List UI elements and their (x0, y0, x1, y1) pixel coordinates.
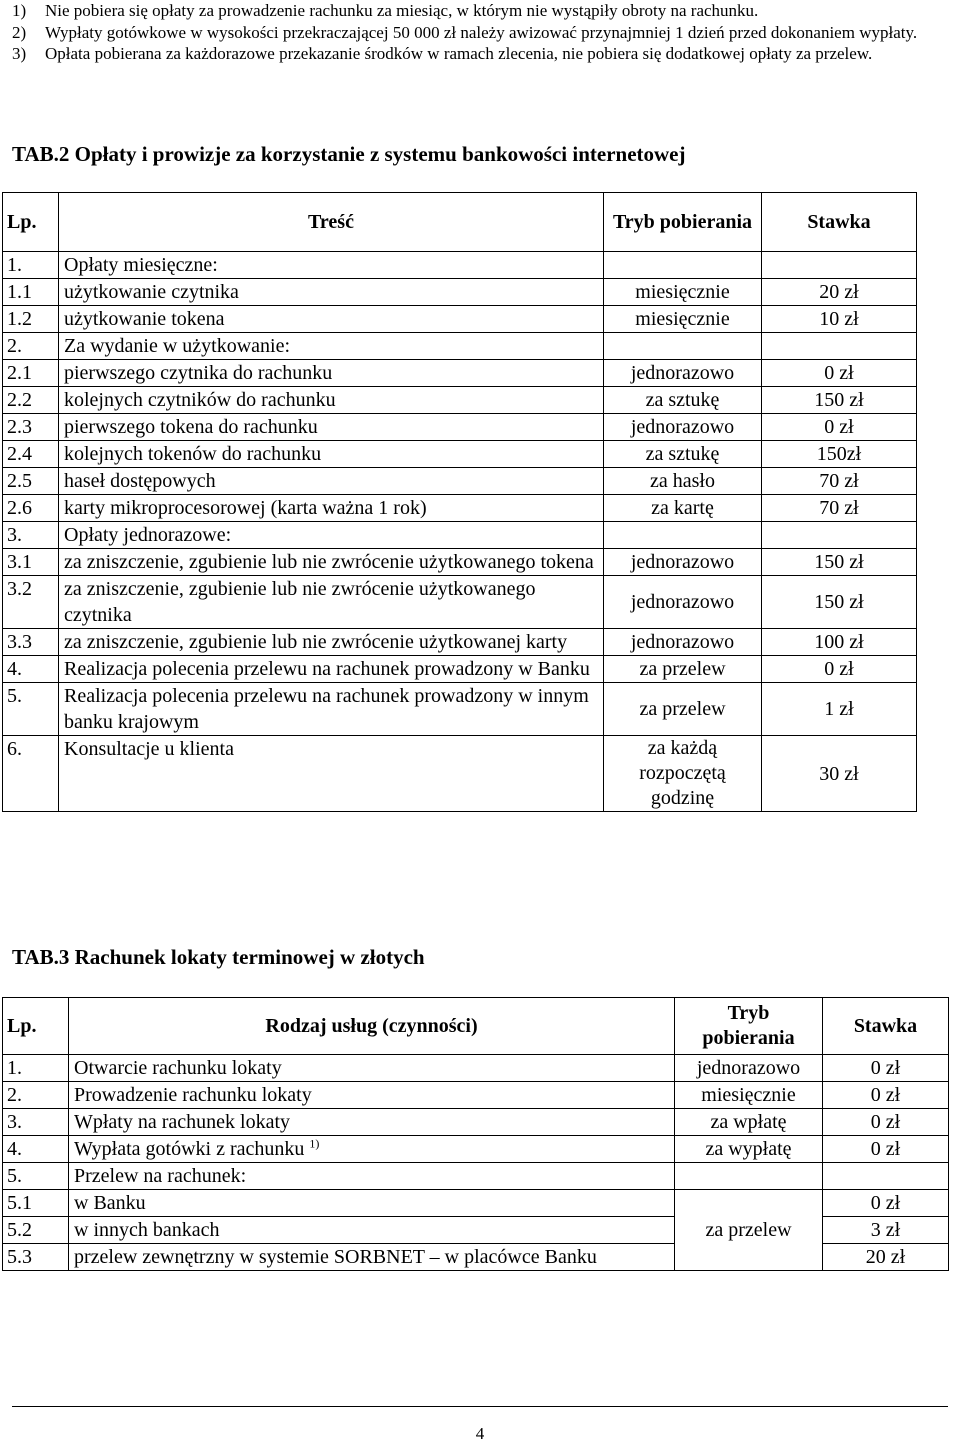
row-mode: za przelew (604, 656, 762, 683)
row-number: 2. (3, 1082, 69, 1109)
row-rate: 0 zł (823, 1082, 949, 1109)
table-row (3, 1055, 949, 1082)
row-content (69, 1082, 675, 1109)
table-row (3, 387, 917, 414)
table-row (3, 252, 917, 279)
row-content-text: Przelew na rachunek: (74, 1165, 247, 1187)
row-rate: 70 zł (762, 495, 917, 522)
row-content: kolejnych tokenów do rachunku (59, 441, 604, 468)
row-number: 2.4 (3, 441, 59, 468)
row-rate: 0 zł (762, 414, 917, 441)
row-number: 1.1 (3, 279, 59, 306)
row-content (69, 1163, 675, 1190)
row-mode: za każdą rozpoczętą godzinę (604, 736, 762, 812)
row-content (69, 1244, 675, 1271)
row-number: 3.3 (3, 629, 59, 656)
row-rate: 0 zł (762, 656, 917, 683)
row-number: 2. (3, 333, 59, 360)
table-row (3, 333, 917, 360)
row-rate: 0 zł (823, 1055, 949, 1082)
footer-divider (12, 1406, 948, 1407)
row-rate: 10 zł (762, 306, 917, 333)
column-header-lp: Lp. (3, 998, 69, 1055)
table-row (3, 468, 917, 495)
footnote (12, 43, 942, 65)
row-content: za zniszczenie, zgubienie lub nie zwrócenie użytkowanego czytnika (59, 576, 604, 629)
row-mode: za sztukę (604, 441, 762, 468)
column-header-mode: Tryb pobierania (675, 998, 823, 1055)
footnote-reference: 1) (309, 1136, 320, 1151)
row-content: Za wydanie w użytkowanie: (59, 333, 604, 360)
row-mode (675, 1163, 823, 1190)
row-mode: jednorazowo (675, 1055, 823, 1082)
row-content-text: Otwarcie rachunku lokaty (74, 1057, 282, 1079)
row-mode: miesięcznie (604, 306, 762, 333)
footnote-text: Wypłaty gotówkowe w wysokości przekraczającej 50 000 zł należy awizować przynajmniej 1 dzień przed dokonaniem wypłaty. (45, 22, 918, 42)
row-rate: 0 zł (823, 1190, 949, 1217)
table-row (3, 360, 917, 387)
table-title: TAB.2 Opłaty i prowizje za korzystanie z systemu bankowości internetowej (12, 142, 686, 166)
row-number: 5. (3, 683, 59, 736)
row-number: 2.5 (3, 468, 59, 495)
row-content: Realizacja polecenia przelewu na rachunek prowadzony w Banku (59, 656, 604, 683)
row-mode: za wpłatę (675, 1109, 823, 1136)
row-content: pierwszego czytnika do rachunku (59, 360, 604, 387)
row-rate: 20 zł (823, 1244, 949, 1271)
row-content-text: w innych bankach (74, 1219, 220, 1241)
row-mode: jednorazowo (604, 549, 762, 576)
row-mode: jednorazowo (604, 360, 762, 387)
row-content-text: w Banku (74, 1192, 146, 1214)
row-mode-merged: za przelew (675, 1190, 823, 1271)
row-rate: 0 zł (823, 1109, 949, 1136)
row-content: Konsultacje u klienta (59, 736, 604, 812)
row-number: 5.3 (3, 1244, 69, 1271)
table-row (3, 414, 917, 441)
row-number: 5. (3, 1163, 69, 1190)
column-header-lp: Lp. (3, 193, 59, 252)
row-rate: 150 zł (762, 549, 917, 576)
row-content: Opłaty miesięczne: (59, 252, 604, 279)
row-content (69, 1136, 675, 1163)
row-content: pierwszego tokena do rachunku (59, 414, 604, 441)
row-rate (762, 252, 917, 279)
row-mode: za wypłatę (675, 1136, 823, 1163)
row-number: 2.2 (3, 387, 59, 414)
fees-table-internet-banking (2, 192, 917, 812)
column-header-content: Treść (59, 193, 604, 252)
footnote-text: Nie pobiera się opłaty za prowadzenie rachunku za miesiąc, w którym nie wystąpiły obroty na rachunku. (45, 1, 759, 20)
row-number: 3.1 (3, 549, 59, 576)
column-header-rate: Stawka (823, 998, 949, 1055)
row-mode: za przelew (604, 683, 762, 736)
row-mode (604, 333, 762, 360)
row-number: 6. (3, 736, 59, 812)
row-content-text: Wpłaty na rachunek lokaty (74, 1111, 291, 1133)
row-content (69, 1109, 675, 1136)
row-content (69, 1055, 675, 1082)
row-rate (823, 1163, 949, 1190)
row-mode (604, 522, 762, 549)
footnote-number: 2) (12, 22, 27, 42)
table-row (3, 279, 917, 306)
row-content: użytkowanie tokena (59, 306, 604, 333)
row-mode: za kartę (604, 495, 762, 522)
row-content: Realizacja polecenia przelewu na rachunek prowadzony w innym banku krajowym (59, 683, 604, 736)
row-content: haseł dostępowych (59, 468, 604, 495)
row-number: 3.2 (3, 576, 59, 629)
row-content: za zniszczenie, zgubienie lub nie zwrócenie użytkowanego tokena (59, 549, 604, 576)
row-rate: 150 zł (762, 387, 917, 414)
footnote-text: Opłata pobierana za każdorazowe przekazanie środków w ramach zlecenia, nie pobiera się dodatkowej opłaty za przelew. (45, 44, 873, 63)
table-row (3, 683, 917, 736)
row-rate: 30 zł (762, 736, 917, 812)
row-mode: za hasło (604, 468, 762, 495)
row-content: za zniszczenie, zgubienie lub nie zwrócenie użytkowanej karty (59, 629, 604, 656)
row-rate: 150 zł (762, 576, 917, 629)
row-number: 1. (3, 252, 59, 279)
row-mode: miesięcznie (604, 279, 762, 306)
row-number: 2.1 (3, 360, 59, 387)
table-header-row (3, 998, 949, 1055)
row-rate (762, 333, 917, 360)
row-content: karty mikroprocesorowej (karta ważna 1 rok) (59, 495, 604, 522)
row-number: 3. (3, 522, 59, 549)
table-row (3, 1163, 949, 1190)
table-row (3, 656, 917, 683)
row-mode: za sztukę (604, 387, 762, 414)
table-row (3, 629, 917, 656)
table-row (3, 736, 917, 812)
row-content: Opłaty jednorazowe: (59, 522, 604, 549)
row-content-text: Prowadzenie rachunku lokaty (74, 1084, 312, 1106)
row-rate: 100 zł (762, 629, 917, 656)
table-header-row (3, 193, 917, 252)
row-mode: jednorazowo (604, 576, 762, 629)
table-row (3, 306, 917, 333)
footnote (12, 22, 942, 44)
table-row (3, 1136, 949, 1163)
row-rate: 0 zł (823, 1136, 949, 1163)
table-row (3, 576, 917, 629)
column-header-content: Rodzaj usług (czynności) (69, 998, 675, 1055)
row-number: 4. (3, 1136, 69, 1163)
table-row (3, 1109, 949, 1136)
table-row (3, 1082, 949, 1109)
row-content-text: Wypłata gotówki z rachunku (74, 1138, 305, 1160)
row-number: 5.2 (3, 1217, 69, 1244)
table-row (3, 441, 917, 468)
row-content-text: przelew zewnętrzny w systemie SORBNET – w placówce Banku (74, 1246, 597, 1268)
row-content: użytkowanie czytnika (59, 279, 604, 306)
row-mode (604, 252, 762, 279)
column-header-mode: Tryb pobierania (604, 193, 762, 252)
row-rate: 70 zł (762, 468, 917, 495)
footnote (12, 0, 942, 22)
row-rate: 150zł (762, 441, 917, 468)
row-rate: 1 zł (762, 683, 917, 736)
row-rate: 0 zł (762, 360, 917, 387)
row-mode: jednorazowo (604, 629, 762, 656)
table-title: TAB.3 Rachunek lokaty terminowej w złotych (12, 945, 425, 969)
row-number: 5.1 (3, 1190, 69, 1217)
row-content: kolejnych czytników do rachunku (59, 387, 604, 414)
row-rate (762, 522, 917, 549)
table-row (3, 522, 917, 549)
row-content (69, 1217, 675, 1244)
page-number: 4 (475, 1424, 485, 1443)
row-number: 1.2 (3, 306, 59, 333)
table-row (3, 495, 917, 522)
row-rate: 3 zł (823, 1217, 949, 1244)
footnote-number: 1) (12, 1, 27, 20)
row-number: 3. (3, 1109, 69, 1136)
row-rate: 20 zł (762, 279, 917, 306)
row-mode: miesięcznie (675, 1082, 823, 1109)
row-content (69, 1190, 675, 1217)
row-number: 1. (3, 1055, 69, 1082)
column-header-rate: Stawka (762, 193, 917, 252)
table-row (3, 1190, 949, 1217)
row-number: 2.6 (3, 495, 59, 522)
table-row (3, 549, 917, 576)
footnotes (12, 0, 942, 65)
row-mode: jednorazowo (604, 414, 762, 441)
footnote-number: 3) (12, 44, 27, 63)
row-number: 4. (3, 656, 59, 683)
row-number: 2.3 (3, 414, 59, 441)
fees-table-term-deposit (2, 997, 949, 1271)
